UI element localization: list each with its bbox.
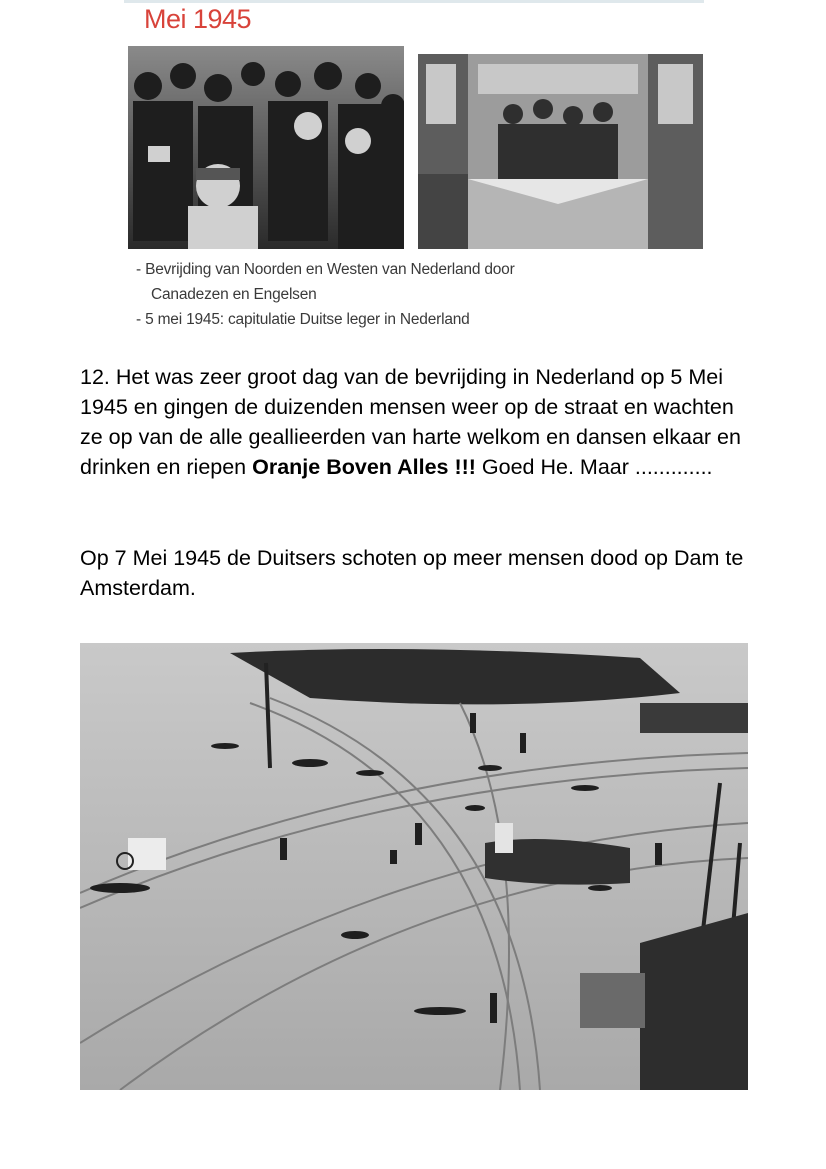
crowd-celebration-photo (128, 46, 404, 249)
paragraph-liberation (80, 362, 760, 482)
slide-bullet-2: - 5 mei 1945: capitulatie Duitse leger in Nederland (136, 311, 470, 328)
slide-image (124, 0, 704, 342)
slide-title: Mei 1945 (144, 4, 252, 34)
slide-bullet-list (136, 257, 696, 332)
paragraph-liberation-end: Goed He. Maar ............. (475, 455, 713, 479)
dam-square-photo (80, 643, 748, 1090)
slide-top-border (124, 0, 704, 3)
paragraph-liberation-text: 12. Het was zeer groot dag van de bevrijding in Nederland op 5 Mei 1945 en gingen de duizenden mensen weer op de straat en wachten ze op van de alle geallieerden van harte welkom en dansen elkaar en drinken en riepen (80, 365, 741, 479)
balcony-flags-photo (418, 54, 703, 249)
paragraph-dam-shooting: Op 7 Mei 1945 de Duitsers schoten op meer mensen dood op Dam te Amsterdam. (80, 546, 744, 600)
paragraph-liberation-bold: Oranje Boven Alles !!! (252, 455, 476, 479)
slide-bullet-1-continued: Canadezen en Engelsen (151, 286, 317, 303)
slide-bullet-1: - Bevrijding van Noorden en Westen van Nederland door (136, 261, 515, 278)
